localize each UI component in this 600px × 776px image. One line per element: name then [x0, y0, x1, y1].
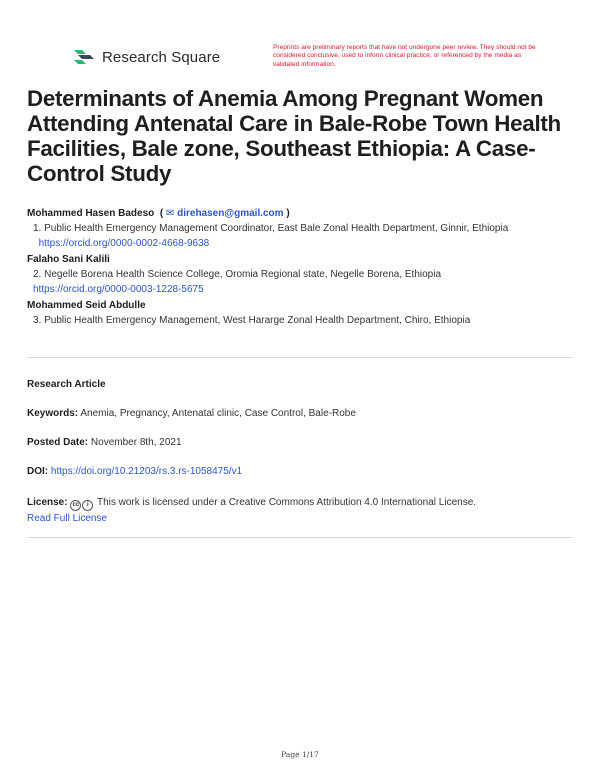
author-list [27, 207, 575, 328]
article-type: Research Article [27, 379, 106, 390]
author-email-link[interactable]: direhasen@gmail.com [177, 208, 284, 219]
read-full-license-link[interactable]: Read Full License [27, 513, 108, 524]
posted-date-value: November 8th, 2021 [90, 437, 182, 448]
research-square-logo-icon [72, 45, 96, 69]
posted-date-row: Posted Date: November 8th, 2021 [27, 437, 182, 448]
divider [27, 537, 573, 538]
doi-row: DOI: https://doi.org/10.21203/rs.3.rs-1058475/v1 [27, 466, 243, 477]
keywords-value: Anemia, Pregnancy, Antenatal clinic, Case Control, Bale-Robe [80, 408, 356, 419]
mail-icon: ✉ [165, 208, 175, 219]
author-name: Mohammed Hasen Badeso ( ✉ direhasen@gmail.com ) [27, 208, 290, 219]
attribution-icon: i [82, 500, 93, 511]
license-text: This work is licensed under a Creative Commons Attribution 4.0 International License. [96, 497, 477, 508]
author-name: Mohammed Seid Abdulle [27, 300, 146, 311]
preprint-disclaimer: Preprints are preliminary reports that have not undergone peer review. They should not be considered conclusive, used to inform clinical practice, or referenced by the media as validated information. [273, 44, 536, 68]
orcid-link[interactable]: https://orcid.org/0000-0003-1228-5675 [33, 284, 204, 295]
author-affiliation: 1. Public Health Emergency Management Coordinator, East Bale Zonal Health Department, Ginnir, Ethiopia https://orcid.org/0000-0002-4668-9638 [33, 223, 509, 249]
paper-title: Determinants of Anemia Among Pregnant Women Attending Antenatal Care in Bale-Robe Town Health Facilities, Bale zone, Southeast Ethiopia: A Case-Control Study [27, 86, 561, 186]
cc-icon: cc [70, 500, 81, 511]
orcid-link[interactable]: https://orcid.org/0000-0002-4668-9638 [38, 238, 210, 249]
author-affiliation: 2. Negelle Borena Health Science College, Oromia Regional state, Negelle Borena, Ethiopia https://orcid.org/0000-0003-1228-5675 [33, 269, 442, 295]
keywords-row: Keywords: Anemia, Pregnancy, Antenatal clinic, Case Control, Bale-Robe [27, 408, 356, 419]
author-affiliation: 3. Public Health Emergency Management, West Hararge Zonal Health Department, Chiro, Ethiopia [33, 315, 471, 326]
logo-text: Research Square [102, 48, 221, 66]
license-row: License: cc i This work is licensed under a Creative Commons Attribution 4.0 International License. Read Full License [27, 497, 477, 524]
author-name: Falaho Sani Kalili [27, 254, 110, 265]
divider [27, 357, 573, 358]
page-number: Page 1/17 [281, 750, 319, 759]
doi-link[interactable]: https://doi.org/10.21203/rs.3.rs-1058475/v1 [50, 466, 243, 477]
research-square-logo[interactable] [72, 45, 220, 69]
